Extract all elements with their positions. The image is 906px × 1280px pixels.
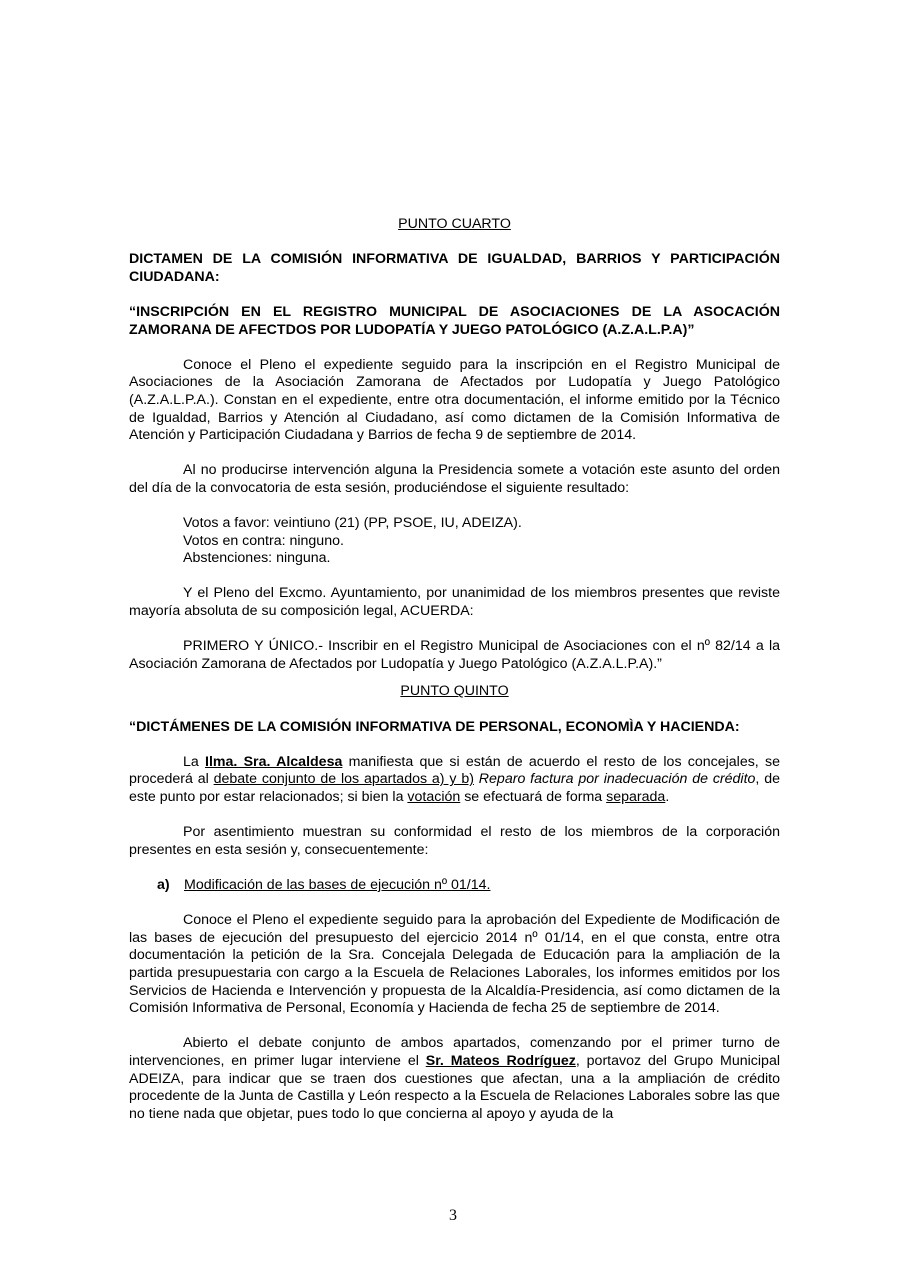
votes-against: Votos en contra: ninguno. [183, 532, 344, 549]
text-segment: manifiesta que si están de acuerdo el resto de los concejales, se procederá al [129, 753, 780, 788]
paragraph-modificacion: Conoce el Pleno el expediente seguido para la aprobación del Expediente de Modificación de las bases de ejecución del presupuesto del ejercicio 2014 nº 01/14, en el que consta, entre otra documentación la petición de la Sra. Concejala Delegada de Educación para la ampliación de la partida presupuestaria con cargo a la Escuela de Relaciones Laborales, los informes emitidos por los Servicios de Hacienda e Intervención y propuesta de la Alcaldía-Presidencia, así como dictamen de la Comisión Informativa de Personal, Economía y Hacienda de fecha 25 de septiembre de 2014. [129, 912, 780, 1017]
paragraph-debate [129, 1035, 780, 1123]
item-a [129, 877, 780, 895]
document-page [129, 216, 780, 1123]
alcaldesa-name: Ilma. Sra. Alcaldesa [205, 753, 343, 770]
paragraph-alcaldesa [129, 754, 780, 807]
debate-conjunto: debate conjunto de los apartados a) y b) [213, 771, 474, 788]
punto-cuarto-heading: PUNTO CUARTO [398, 216, 511, 232]
votes-for: Votos a favor: veintiuno (21) (PP, PSOE, IU, ADEIZA). [183, 515, 522, 532]
paragraph-asentimiento: Por asentimiento muestran su conformidad el resto de los miembros de la corporación presentes en esta sesión y, consecuentemente: [129, 824, 780, 858]
text-segment: , portavoz del Grupo Municipal ADEIZA, para indicar que se traen dos cuestiones que afectan, una a la ampliación de crédito procedente de la Junta de Castilla y León respecto a la Escuela de Relaciones Laborales sobre las que no tiene nada que objetar, pues todo lo que concierna al apoyo y ayuda de la [129, 1052, 780, 1122]
paragraph-acuerda: Y el Pleno del Excmo. Ayuntamiento, por unanimidad de los miembros presentes que reviste mayoría absoluta de su composición legal, ACUERDA: [129, 585, 780, 620]
page-number: 3 [449, 1207, 457, 1224]
paragraph-expediente: Conoce el Pleno el expediente seguido para la inscripción en el Registro Municipal de Asociaciones de la Asociación Zamorana de Afectados por Ludopatía y Juego Patológico (A.Z.A.L.P.A.). Constan en el expediente, entre otra documentación, el informe emitido por la Técnico de Igualdad, Barrios y Atención al Ciudadano, así como dictamen de la Comisión Informativa de Atención y Participación Ciudadana y Barrios de fecha 9 de septiembre de 2014. [129, 356, 780, 444]
item-a-label: a) [157, 876, 170, 893]
inscripcion-title: “INSCRIPCIÓN EN EL REGISTRO MUNICIPAL DE ASOCIACIONES DE LA ASOCACIÓN ZAMORANA DE AFECTDOS POR LUDOPATÍA Y JUEGO PATOLÓGICO (A.Z.A.L.P.A)” [129, 303, 780, 338]
paragraph-primero: PRIMERO Y ÚNICO.- Inscribir en el Registro Municipal de Asociaciones con el nº 82/14 a la Asociación Zamorana de Afectados por Ludopatía y Juego Patológico (A.Z.A.L.P.A).” [129, 638, 780, 672]
text-segment: , de este punto por estar relacionados; si bien la [129, 771, 780, 805]
dictamenes-heading: “DICTÁMENES DE LA COMISIÓN INFORMATIVA DE PERSONAL, ECONOMÌA Y HACIENDA: [129, 718, 740, 735]
text-segment: . [665, 789, 670, 805]
paragraph-votacion: Al no producirse intervención alguna la Presidencia somete a votación este asunto del orden del día de la convocatoria de esta sesión, produciéndose el siguiente resultado: [129, 462, 780, 496]
votacion-word: votación [407, 789, 461, 805]
vote-results [129, 515, 780, 568]
text-segment: Abierto el debate conjunto de ambos apartados, comenzando por el primer turno de intervenciones, en primer lugar interviene el [129, 1035, 780, 1069]
item-a-text: Modificación de las bases de ejecución nº 01/14. [184, 876, 491, 893]
dictamen-heading: DICTAMEN DE LA COMISIÓN INFORMATIVA DE IGUALDAD, BARRIOS Y PARTICIPACIÓN CIUDADANA: [129, 251, 780, 285]
reparo-factura: Reparo factura por inadecuación de crédito [478, 771, 756, 788]
text-segment: se efectuará de forma [460, 789, 607, 805]
mateos-name: Sr. Mateos Rodríguez [425, 1052, 576, 1069]
punto-quinto-heading: PUNTO QUINTO [400, 683, 509, 700]
abstentions: Abstenciones: ninguna. [183, 550, 331, 567]
separada-word: separada [606, 789, 666, 805]
text-segment: La [183, 753, 206, 770]
